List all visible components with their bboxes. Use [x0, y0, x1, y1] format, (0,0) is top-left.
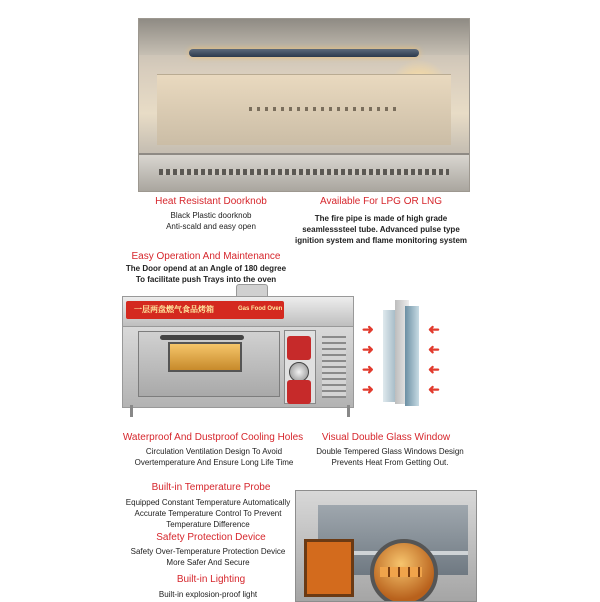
oven-band-text: 一层两盘燃气食品烤箱: [134, 305, 214, 314]
fuel-line-1: The fire pipe is made of high grade: [314, 214, 448, 223]
probe-line-2: Accurate Temperature Control To Prevent: [134, 509, 282, 518]
probe-desc: [118, 497, 298, 530]
probe-line-1: Equipped Constant Temperature Automatically: [125, 498, 291, 507]
glass-line-2: Prevents Heat From Getting Out.: [331, 458, 449, 467]
oven-door-handle: [160, 335, 244, 340]
oven-lighting-photo: [295, 490, 477, 602]
heat-arrow-icon: ➜: [362, 381, 374, 397]
cooling-desc: [126, 446, 302, 468]
control-dial-bottom: [287, 380, 311, 404]
fuel-line-2: seamlesssteel tube. Advanced pulse type: [302, 225, 460, 234]
heat-arrow-icon: ➜: [362, 341, 374, 357]
glass-line-1: Double Tempered Glass Windows Design: [316, 447, 464, 456]
cooling-line-1: Circulation Ventilation Design To Avoid: [145, 447, 283, 456]
doorknob-line-2: Anti-scald and easy open: [166, 222, 256, 231]
oven-legs: [130, 405, 350, 417]
vent-holes: [249, 107, 399, 111]
side-vent: [322, 336, 346, 398]
fuel-line-3: ignition system and flame monitoring system: [294, 236, 468, 245]
glass-title: Visual Double Glass Window: [321, 432, 451, 443]
heating-element: [189, 49, 419, 57]
cooling-title: Waterproof And Dustproof Cooling Holes: [122, 432, 304, 443]
oven-brand-band: [126, 301, 284, 319]
control-dial-top: [287, 336, 311, 360]
oven-interior-photo: [138, 18, 470, 192]
fuel-title: Available For LPG OR LNG: [319, 196, 443, 207]
safety-line-2: More Safer And Secure: [166, 558, 250, 567]
door-slot: [159, 169, 449, 175]
heat-arrow-icon: ➜: [428, 381, 440, 397]
oven-door-window: [168, 342, 242, 372]
lighting-title: Built-in Lighting: [176, 574, 246, 585]
operation-title: Easy Operation And Maintenance: [131, 251, 281, 262]
heat-arrow-icon: ➜: [428, 341, 440, 357]
lit-door-window: [304, 539, 354, 597]
cooling-line-2: Overtemperature And Ensure Long Life Time: [134, 458, 294, 467]
doorknob-title: Heat Resistant Doorknob: [155, 196, 267, 207]
heat-arrow-icon: ➜: [362, 321, 374, 337]
glass-pane-inner: [405, 306, 419, 406]
safety-title: Safety Protection Device: [156, 532, 266, 543]
doorknob-line-1: Black Plastic doorknob: [170, 211, 252, 220]
operation-line-1: The Door opend at an Angle of 180 degree: [125, 264, 287, 273]
lighting-desc: Built-in explosion-proof light: [158, 590, 258, 599]
heat-arrow-icon: ➜: [362, 361, 374, 377]
baking-tray: [380, 567, 422, 577]
safety-line-1: Safety Over-Temperature Protection Device: [130, 547, 286, 556]
glass-desc: [310, 446, 470, 468]
heat-arrow-icon: ➜: [428, 321, 440, 337]
fuel-desc: [286, 213, 476, 246]
operation-desc: [116, 263, 296, 285]
knob-icon: [289, 362, 309, 382]
oven-band-small: Gas Food Oven: [238, 306, 283, 312]
probe-line-3: Temperature Difference: [166, 520, 250, 529]
doorknob-desc: [146, 210, 276, 232]
probe-title: Built-in Temperature Probe: [151, 482, 271, 493]
heat-arrow-icon: ➜: [428, 361, 440, 377]
operation-line-2: To facilitate push Trays into the oven: [135, 275, 277, 284]
safety-desc: [118, 546, 298, 568]
